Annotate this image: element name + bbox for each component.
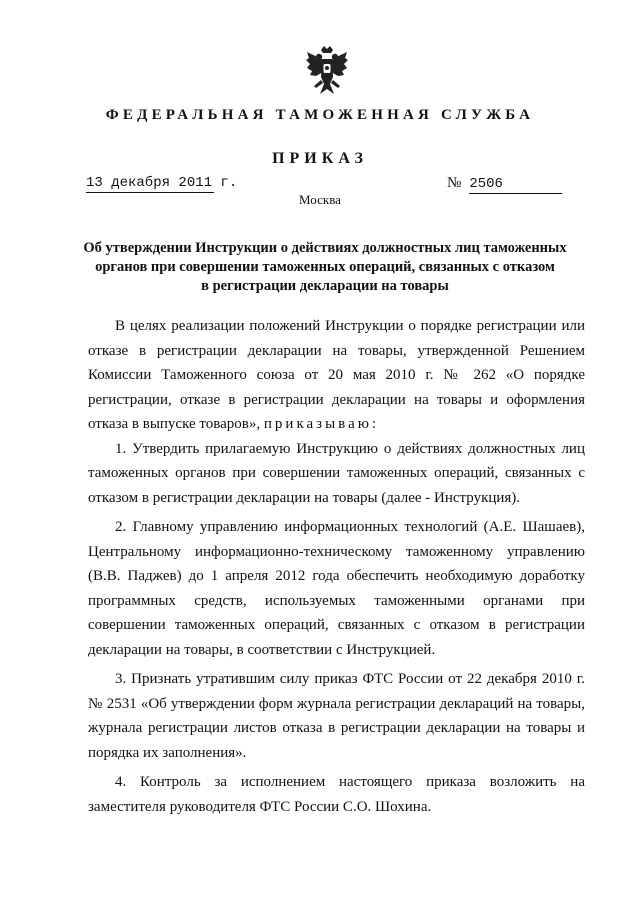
order-number: 2506 — [469, 175, 562, 194]
document-type: ПРИКАЗ — [272, 150, 368, 167]
city: Москва — [299, 192, 341, 207]
document-title — [60, 239, 590, 296]
document-body — [88, 314, 585, 819]
item-paragraph-2: 2. Главному управлению информационных технологий (А.Е. Шашаев), Центральному информационно-техническому таможенному управлению (В.В. Паджев) до 1 апреля 2012 года обеспечить необходимую доработку программных средств, используемых таможенными органами при совершении таможенных операций, связанных с отказом в регистрации декларации на товары, в соответствии с Инструкцией. — [88, 519, 585, 658]
order-date: 13 декабря 2011 г. — [86, 175, 238, 191]
item-paragraph-1: 1. Утвердить прилагаемую Инструкцию о действиях должностных лиц таможенных органов при совершении таможенных операций, связанных с отказом в регистрации декларации на товары (далее - Инструкция). — [88, 440, 585, 506]
item-paragraph-3: 3. Признать утратившим силу приказ ФТС России от 22 декабря 2010 г. № 2531 «Об утверждении форм журнала регистрации деклараций на товары, журнала регистрации листов отказа в регистрации декларации на товары и порядка их заполнения». — [88, 671, 585, 761]
preamble-paragraph — [88, 314, 585, 437]
coat-of-arms-emblem-icon — [304, 44, 350, 100]
preamble-text: В целях реализации положений Инструкции о порядке регистрации или отказе в регистрации декларации на товары, утвержденной Решением Комиссии Таможенного союза от 20 мая 2010 г. № 262 «О порядке регистрации, отказе в регистрации декларации на товары и оформления отказа в выпуске товаров», — [88, 318, 585, 432]
title-line: Об утверждении Инструкции о действиях должностных лиц таможенных — [83, 240, 567, 256]
agency-name: ФЕДЕРАЛЬНАЯ ТАМОЖЕННАЯ СЛУЖБА — [105, 107, 535, 123]
order-number-block — [447, 174, 562, 194]
title-line: органов при совершении таможенных операций, связанных с отказом — [95, 259, 555, 275]
item-paragraph-4: 4. Контроль за исполнением настоящего приказа возложить на заместителя руководителя ФТС России С.О. Шохина. — [88, 774, 585, 815]
title-line: в регистрации декларации на товары — [201, 278, 449, 294]
number-sign: № — [447, 175, 462, 191]
order-word: приказываю: — [263, 416, 380, 432]
